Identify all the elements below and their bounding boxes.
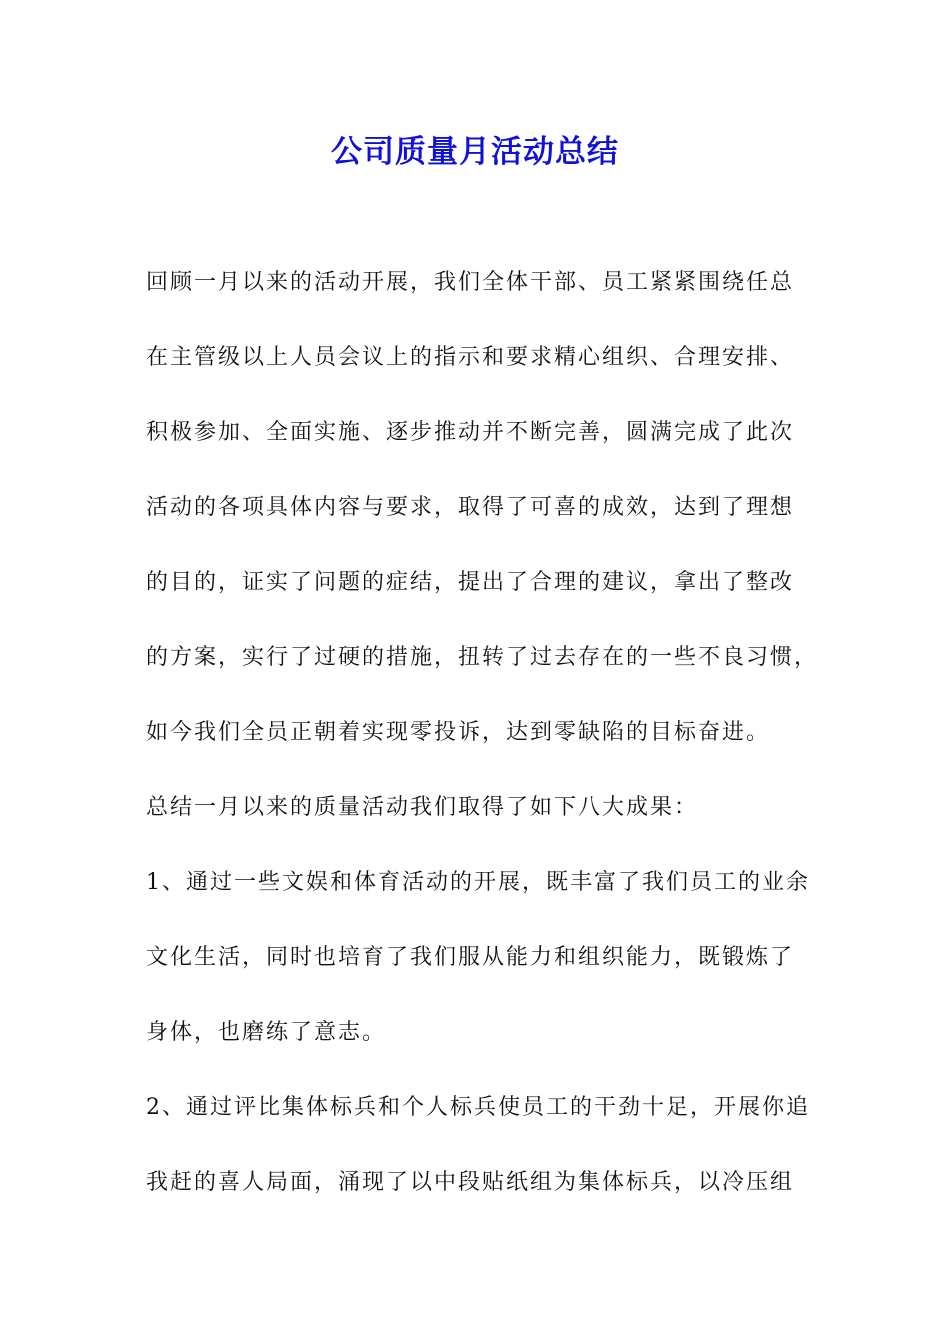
paragraph-line: 积极参加、全面实施、逐步推动并不断完善，圆满完成了此次 [146, 420, 795, 445]
list-item-1-line: 文化生活，同时也培育了我们服从能力和组织能力，既锻炼了 [146, 945, 795, 970]
paragraph-line: 的目的，证实了问题的症结，提出了合理的建议，拿出了整改 [146, 570, 795, 595]
list-item-2-line: 我赶的喜人局面，涌现了以中段贴纸组为集体标兵，以冷压组 [146, 1170, 795, 1195]
paragraph-line: 的方案，实行了过硬的措施，扭转了过去存在的一些不良习惯， [146, 645, 819, 670]
list-item-1-line: 身体，也磨练了意志。 [146, 1020, 387, 1045]
summary-intro-line: 总结一月以来的质量活动我们取得了如下八大成果： [146, 795, 699, 820]
paragraph-line: 活动的各项具体内容与要求，取得了可喜的成效，达到了理想 [146, 495, 795, 520]
list-item-2-line: 2、通过评比集体标兵和个人标兵使员工的干劲十足，开展你追 [146, 1095, 810, 1120]
list-item-1-line: 1、通过一些文娱和体育活动的开展，既丰富了我们员工的业余 [146, 870, 810, 895]
paragraph-line: 在主管级以上人员会议上的指示和要求精心组织、合理安排、 [146, 345, 795, 370]
paragraph-line: 回顾一月以来的活动开展，我们全体干部、员工紧紧围绕任总 [146, 270, 795, 295]
paragraph-line: 如今我们全员正朝着实现零投诉，达到零缺陷的目标奋进。 [146, 720, 771, 745]
document-title: 公司质量月活动总结 [331, 134, 619, 170]
